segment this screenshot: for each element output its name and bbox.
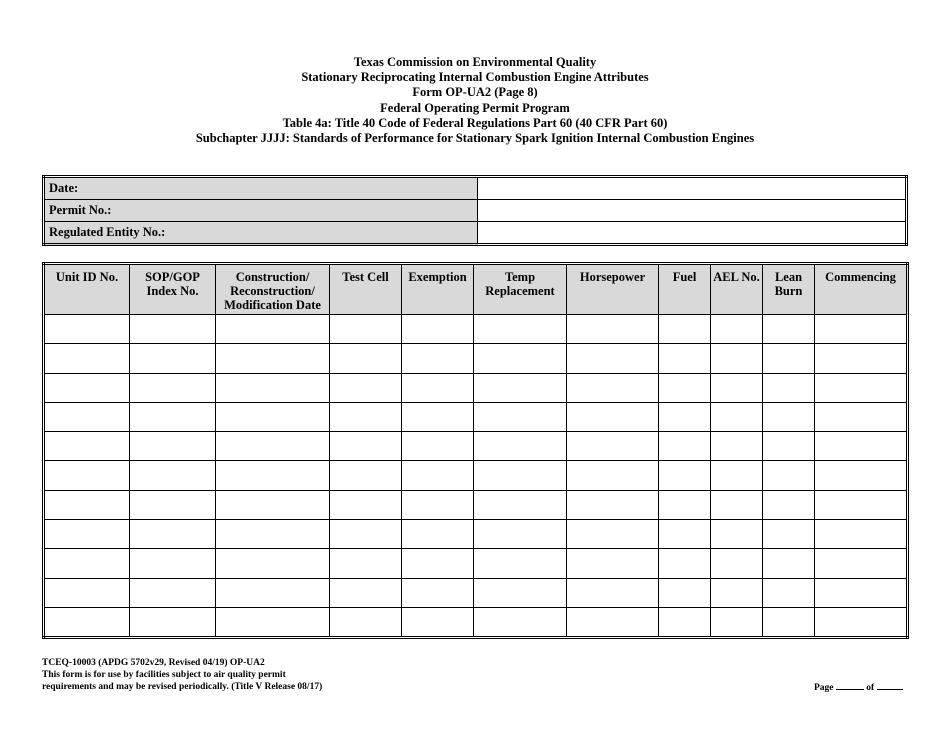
table-cell[interactable] — [763, 607, 815, 637]
program-name: Federal Operating Permit Program — [380, 100, 570, 115]
table-row — [44, 578, 908, 607]
table-cell[interactable] — [711, 549, 763, 578]
table-cell[interactable] — [659, 344, 711, 373]
table-cell[interactable] — [130, 461, 216, 490]
table-cell[interactable] — [567, 402, 659, 431]
table-cell[interactable] — [474, 578, 567, 607]
page-label: Page — [814, 683, 834, 693]
table-cell[interactable] — [130, 402, 216, 431]
table-cell[interactable] — [567, 520, 659, 549]
table-cell[interactable] — [216, 490, 330, 519]
table-cell[interactable] — [815, 607, 908, 637]
table-cell[interactable] — [402, 432, 474, 461]
permit-number-field[interactable] — [478, 200, 907, 222]
table-cell[interactable] — [402, 549, 474, 578]
table-cell[interactable] — [330, 520, 402, 549]
table-cell[interactable] — [44, 432, 130, 461]
table-cell[interactable] — [815, 373, 908, 402]
table-cell[interactable] — [44, 402, 130, 431]
date-field[interactable] — [478, 177, 907, 200]
table-cell[interactable] — [567, 315, 659, 344]
permit-row — [44, 200, 907, 222]
col-exemption: Exemption — [402, 264, 474, 315]
table-cell[interactable] — [402, 578, 474, 607]
form-footer — [42, 657, 322, 693]
table-cell[interactable] — [711, 344, 763, 373]
table-cell[interactable] — [130, 607, 216, 637]
permit-number-label: Permit No.: — [44, 200, 478, 222]
table-cell[interactable] — [711, 373, 763, 402]
table-cell[interactable] — [44, 344, 130, 373]
table-cell[interactable] — [44, 578, 130, 607]
permit-info-table — [42, 175, 908, 246]
table-cell[interactable] — [474, 490, 567, 519]
table-cell[interactable] — [763, 432, 815, 461]
table-cell[interactable] — [474, 344, 567, 373]
table-cell[interactable] — [474, 607, 567, 637]
table-cell[interactable] — [711, 315, 763, 344]
table-cell[interactable] — [330, 344, 402, 373]
table-cell[interactable] — [567, 432, 659, 461]
table-cell[interactable] — [330, 402, 402, 431]
col-temp-replacement: Temp Replacement — [474, 264, 567, 315]
table-cell[interactable] — [567, 373, 659, 402]
table-cell[interactable] — [330, 490, 402, 519]
col-unit-id: Unit ID No. — [44, 264, 130, 315]
date-row — [44, 177, 907, 200]
table-row — [44, 607, 908, 637]
table-cell[interactable] — [815, 432, 908, 461]
col-construction-date: Construction/ Reconstruction/ Modification Date — [216, 264, 330, 315]
table-cell[interactable] — [216, 520, 330, 549]
form-number: Form OP-UA2 (Page 8) — [412, 85, 538, 100]
table-cell[interactable] — [815, 344, 908, 373]
table-cell[interactable] — [216, 432, 330, 461]
table-cell[interactable] — [659, 373, 711, 402]
table-cell[interactable] — [44, 549, 130, 578]
table-cell[interactable] — [216, 373, 330, 402]
table-row — [44, 432, 908, 461]
col-lean-burn: Lean Burn — [763, 264, 815, 315]
table-cell[interactable] — [130, 549, 216, 578]
entity-row — [44, 222, 907, 245]
table-cell[interactable] — [659, 520, 711, 549]
table-cell[interactable] — [763, 578, 815, 607]
table-cell[interactable] — [44, 315, 130, 344]
table-cell[interactable] — [659, 490, 711, 519]
table-cell[interactable] — [815, 402, 908, 431]
table-cell[interactable] — [763, 549, 815, 578]
table-cell[interactable] — [815, 461, 908, 490]
table-cell[interactable] — [330, 461, 402, 490]
table-row — [44, 549, 908, 578]
table-cell[interactable] — [567, 607, 659, 637]
table-cell[interactable] — [711, 578, 763, 607]
col-fuel: Fuel — [659, 264, 711, 315]
col-horsepower: Horsepower — [567, 264, 659, 315]
table-cell[interactable] — [659, 315, 711, 344]
table-row — [44, 315, 908, 344]
table-title: Table 4a: Title 40 Code of Federal Regulations Part 60 (40 CFR Part 60) — [282, 115, 668, 130]
table-cell[interactable] — [330, 607, 402, 637]
table-cell[interactable] — [763, 402, 815, 431]
table-row — [44, 373, 908, 402]
table-cell[interactable] — [474, 549, 567, 578]
table-row — [44, 490, 908, 519]
table-cell[interactable] — [402, 315, 474, 344]
table-cell[interactable] — [402, 520, 474, 549]
page-number — [814, 680, 903, 693]
table-cell[interactable] — [402, 607, 474, 637]
table-cell[interactable] — [44, 607, 130, 637]
regulated-entity-field[interactable] — [478, 222, 907, 245]
table-cell[interactable] — [567, 578, 659, 607]
table-cell[interactable] — [44, 490, 130, 519]
table-row — [44, 461, 908, 490]
table-row — [44, 520, 908, 549]
col-test-cell: Test Cell — [330, 264, 402, 315]
table-cell[interactable] — [44, 461, 130, 490]
table-cell[interactable] — [216, 402, 330, 431]
table-cell[interactable] — [815, 315, 908, 344]
table-cell[interactable] — [130, 520, 216, 549]
date-label: Date: — [44, 177, 478, 200]
header-row — [44, 264, 908, 315]
form-subject: Stationary Reciprocating Internal Combustion Engine Attributes — [301, 70, 649, 85]
of-label: of — [866, 683, 875, 693]
table-row — [44, 344, 908, 373]
table-cell[interactable] — [216, 344, 330, 373]
table-cell[interactable] — [659, 549, 711, 578]
table-cell[interactable] — [130, 490, 216, 519]
table-cell[interactable] — [330, 373, 402, 402]
col-commencing: Commencing — [815, 264, 908, 315]
table-cell[interactable] — [330, 578, 402, 607]
table-cell[interactable] — [659, 607, 711, 637]
table-cell[interactable] — [130, 432, 216, 461]
table-cell[interactable] — [763, 344, 815, 373]
page-total-field[interactable] — [877, 680, 903, 690]
table-cell[interactable] — [763, 490, 815, 519]
col-ael-no: AEL No. — [711, 264, 763, 315]
table-cell[interactable] — [567, 549, 659, 578]
table-cell[interactable] — [474, 520, 567, 549]
agency-title: Texas Commission on Environmental Quality — [353, 55, 597, 69]
table-cell[interactable] — [711, 402, 763, 431]
table-cell[interactable] — [763, 520, 815, 549]
table-cell[interactable] — [474, 432, 567, 461]
table-cell[interactable] — [130, 344, 216, 373]
table-cell[interactable] — [130, 578, 216, 607]
table-cell[interactable] — [659, 461, 711, 490]
table-cell[interactable] — [659, 432, 711, 461]
table-cell[interactable] — [130, 315, 216, 344]
table-cell[interactable] — [567, 344, 659, 373]
revision-note-line: requirements and may be revised periodically. (Title V Release 08/17) — [42, 682, 323, 692]
table-cell[interactable] — [659, 402, 711, 431]
table-cell[interactable] — [474, 315, 567, 344]
table-cell[interactable] — [711, 461, 763, 490]
table-cell[interactable] — [402, 344, 474, 373]
table-cell[interactable] — [474, 373, 567, 402]
table-cell[interactable] — [330, 432, 402, 461]
table-cell[interactable] — [44, 373, 130, 402]
table-cell[interactable] — [763, 461, 815, 490]
table-cell[interactable] — [567, 490, 659, 519]
table-row — [44, 402, 908, 431]
table-cell[interactable] — [711, 520, 763, 549]
table-cell[interactable] — [815, 578, 908, 607]
table-cell[interactable] — [402, 373, 474, 402]
table-cell[interactable] — [44, 520, 130, 549]
table-cell[interactable] — [815, 520, 908, 549]
table-cell[interactable] — [216, 578, 330, 607]
form-header — [0, 55, 950, 146]
col-sop-gop-index: SOP/GOP Index No. — [130, 264, 216, 315]
subchapter-title: Subchapter JJJJ: Standards of Performance for Stationary Spark Ignition Internal Combustion Engines — [195, 131, 755, 146]
table-cell[interactable] — [130, 373, 216, 402]
table-cell[interactable] — [216, 315, 330, 344]
table-cell[interactable] — [815, 549, 908, 578]
regulated-entity-label: Regulated Entity No.: — [44, 222, 478, 245]
table-cell[interactable] — [711, 432, 763, 461]
table-cell[interactable] — [216, 607, 330, 637]
table-cell[interactable] — [474, 461, 567, 490]
table-cell[interactable] — [763, 315, 815, 344]
engine-attributes-table — [42, 262, 909, 639]
table-cell[interactable] — [659, 578, 711, 607]
table-cell[interactable] — [330, 549, 402, 578]
table-cell[interactable] — [763, 373, 815, 402]
table-cell[interactable] — [474, 402, 567, 431]
page-number-field[interactable] — [836, 680, 864, 690]
table-cell[interactable] — [711, 490, 763, 519]
table-cell[interactable] — [216, 549, 330, 578]
table-cell[interactable] — [330, 315, 402, 344]
table-cell[interactable] — [567, 461, 659, 490]
table-cell[interactable] — [216, 461, 330, 490]
table-cell[interactable] — [815, 490, 908, 519]
table-cell[interactable] — [402, 461, 474, 490]
table-cell[interactable] — [402, 490, 474, 519]
usage-note-line: This form is for use by facilities subject to air quality permit — [42, 670, 286, 680]
table-cell[interactable] — [711, 607, 763, 637]
table-cell[interactable] — [402, 402, 474, 431]
form-id-line: TCEQ-10003 (APDG 5702v29, Revised 04/19) OP-UA2 — [42, 658, 265, 668]
